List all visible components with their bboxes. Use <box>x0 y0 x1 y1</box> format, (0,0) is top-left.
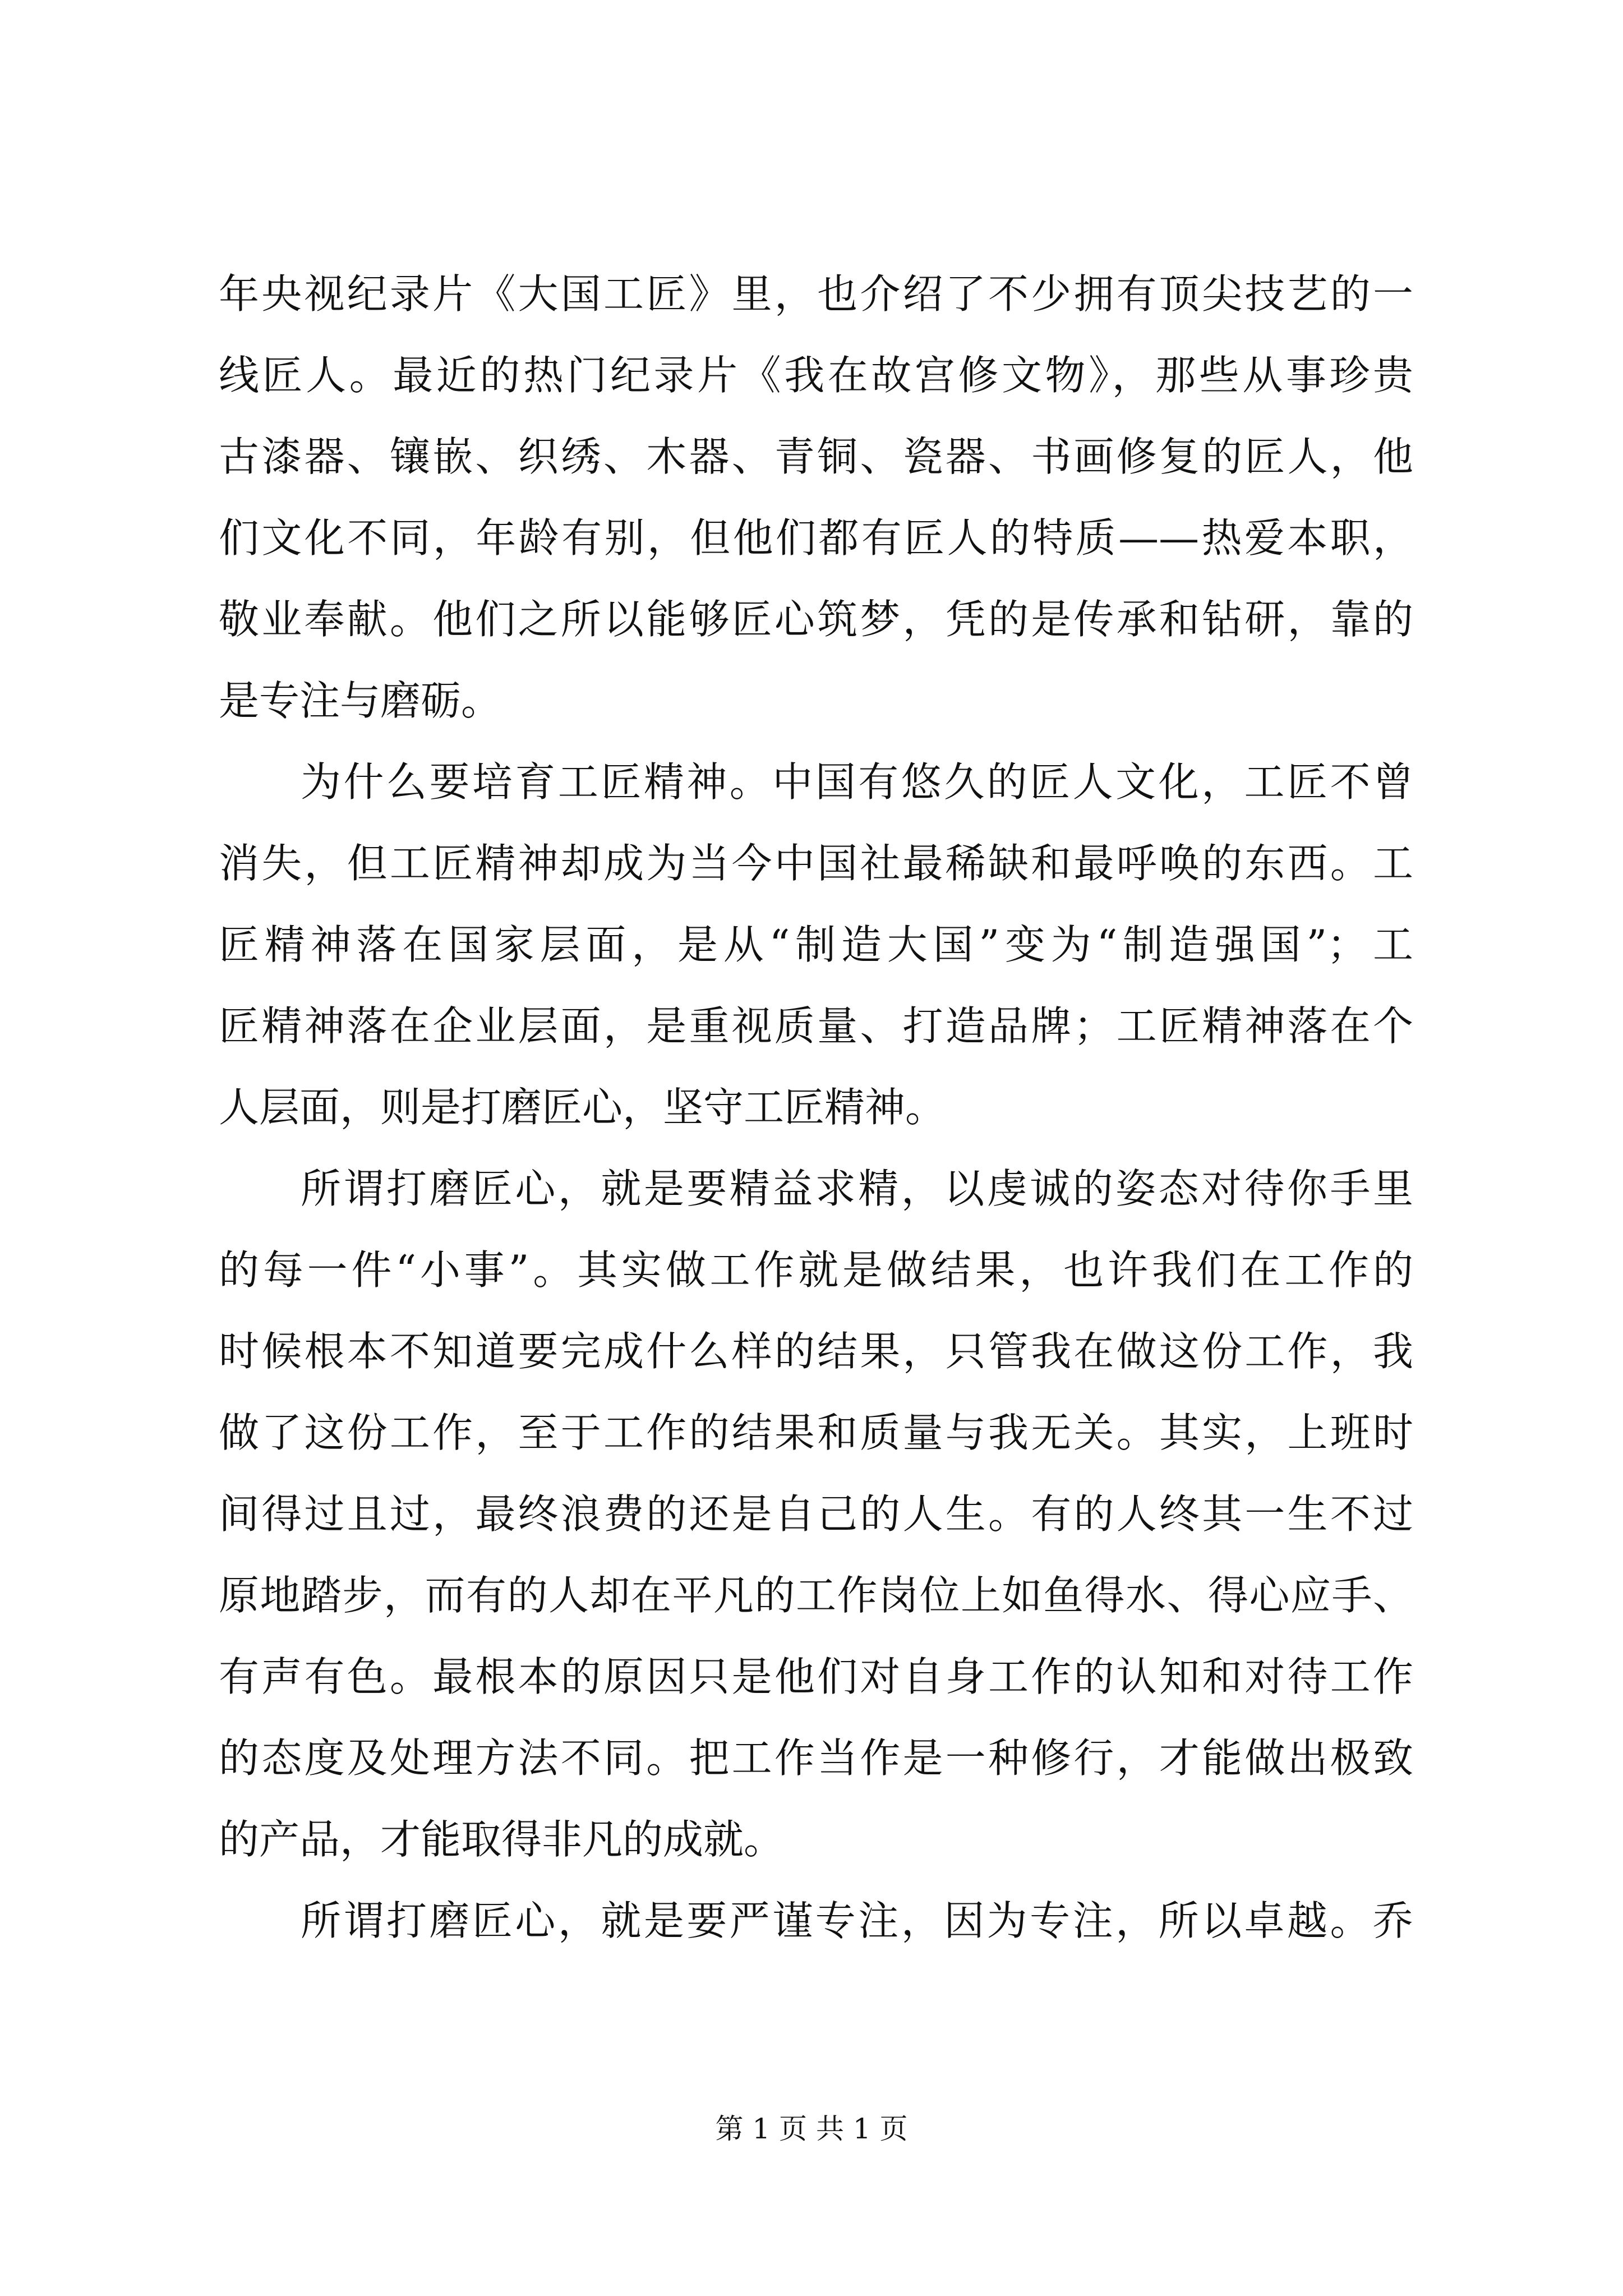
text-line: 消失，但工匠精神却成为当今中国社最稀缺和最呼唤的东西。工 <box>219 840 1413 887</box>
text-line: 匠精神落在国家层面，是从“制造大国”变为“制造强国”；工 <box>219 921 1413 968</box>
text-line: 匠精神落在企业层面，是重视质量、打造品牌；工匠精神落在个 <box>219 1002 1413 1050</box>
text-line: 的每一件“小事”。其实做工作就是做结果，也许我们在工作的 <box>219 1246 1413 1294</box>
page-number-footer: 第 1 页 共 1 页 <box>715 2113 908 2145</box>
text-line: 的产品，才能取得非凡的成就。 <box>219 1816 785 1863</box>
text-line: 年央视纪录片《大国工匠》里，也介绍了不少拥有顶尖技艺的一 <box>219 270 1413 318</box>
text-line: 敬业奉献。他们之所以能够匠心筑梦，凭的是传承和钻研，靠的 <box>219 596 1413 643</box>
text-line: 时候根本不知道要完成什么样的结果，只管我在做这份工作，我 <box>219 1328 1413 1375</box>
paragraph-first-line: 所谓打磨匠心，就是要精益求精，以虔诚的姿态对待你手里 <box>301 1165 1413 1212</box>
text-line: 原地踏步，而有的人却在平凡的工作岗位上如鱼得水、得心应手、 <box>219 1572 1413 1619</box>
text-line: 是专注与磨砺。 <box>219 677 502 724</box>
text-line: 间得过且过，最终浪费的还是自己的人生。有的人终其一生不过 <box>219 1490 1413 1538</box>
text-line: 古漆器、镶嵌、织绣、木器、青铜、瓷器、书画修复的匠人，他 <box>219 433 1413 480</box>
paragraph-first-line: 所谓打磨匠心，就是要严谨专注，因为专注，所以卓越。乔 <box>301 1897 1413 1944</box>
document-body <box>219 254 1413 1962</box>
paragraph-first-line: 为什么要培育工匠精神。中国有悠久的匠人文化，工匠不曾 <box>301 758 1413 806</box>
text-line: 有声有色。最根本的原因只是他们对自身工作的认知和对待工作 <box>219 1653 1413 1700</box>
text-line: 做了这份工作，至于工作的结果和质量与我无关。其实，上班时 <box>219 1409 1413 1456</box>
text-line: 的态度及处理方法不同。把工作当作是一种修行，才能做出极致 <box>219 1734 1413 1782</box>
text-line: 人层面，则是打磨匠心，坚守工匠精神。 <box>219 1084 946 1131</box>
text-line: 线匠人。最近的热门纪录片《我在故宫修文物》，那些从事珍贵 <box>219 352 1413 399</box>
text-line: 们文化不同，年龄有别，但他们都有匠人的特质——热爱本职， <box>219 514 1413 562</box>
